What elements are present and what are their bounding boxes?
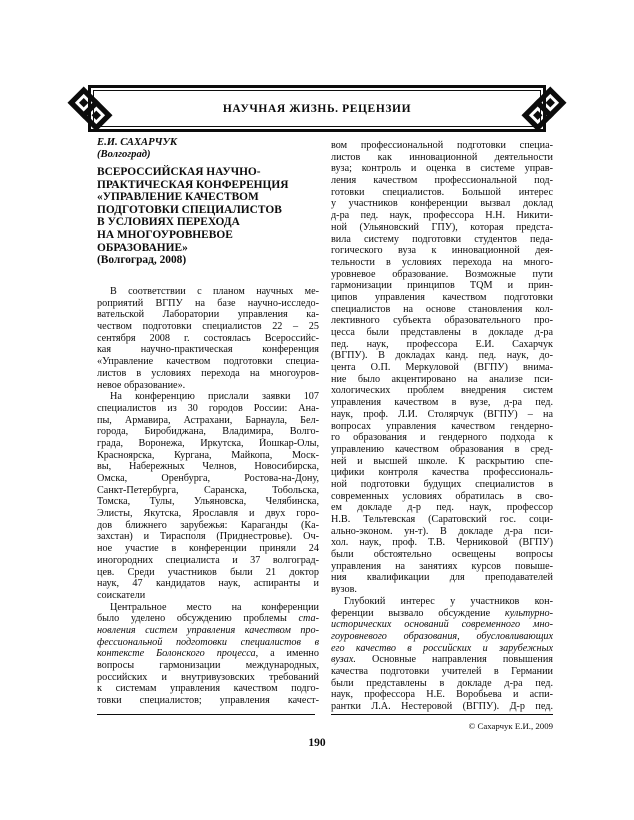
title-line: ВСЕРОССИЙСКАЯ НАУЧНО- (97, 166, 261, 178)
text-line: готовки специалистов. Большой интерес (331, 186, 553, 198)
text-line: к системам управления качеством подго- (97, 683, 319, 695)
page-number: 190 (308, 737, 326, 749)
article-title-lines (97, 166, 329, 254)
text-line: листов в условиях перехода на многоуров- (97, 367, 319, 379)
text-line (331, 608, 553, 620)
text-line: хологических проблем внедрения систем (331, 385, 553, 397)
footer-rule-right (331, 714, 553, 715)
text-line: ем докладе д-р пед. наук, профессор (331, 502, 553, 514)
italic-text-segment: культурно- (504, 607, 553, 619)
text-line: вом профессиональной подготовки специа- (331, 140, 553, 151)
text-line: ней и высшей школе. К раскрытию спе- (331, 455, 553, 467)
text-line: наук, проф. Л.И. Столярчук (ВГПУ) – на (331, 408, 553, 420)
title-line: ПРАКТИЧЕСКАЯ КОНФЕРЕНЦИЯ (97, 178, 289, 191)
text-line: захстан) и Тирасполя (Приднестровье). Оч- (97, 531, 319, 543)
text-line (331, 643, 553, 655)
title-line: НА МНОГОУРОВНЕВОЕ (97, 228, 233, 241)
text-line: хол. наук, проф. Т.В. Черниковой (ВГПУ) (331, 537, 553, 549)
text-line: На конференцию прислали заявки 107 (110, 391, 319, 403)
left-column (97, 286, 319, 707)
text-line (97, 625, 319, 637)
text-line: вила систему подготовки студентов педа- (331, 233, 553, 245)
text-segment: ференции вызвало обсуждение (331, 607, 505, 619)
text-line: ной (Ульяновский ГПУ), которая предста- (331, 221, 553, 233)
text-line: го образования и гендерного подхода к (331, 432, 553, 444)
text-line: вузов. (331, 584, 357, 596)
text-line: пед. наук, профессора Е.И. Сахарчук (331, 338, 553, 350)
text-line: гогического вуза к инновационной дея- (331, 245, 553, 257)
text-line: Глубокий интерес у участников кон- (344, 595, 553, 607)
text-line: цента О.П. Меркуловой (ВГПУ) внима- (331, 362, 553, 374)
text-segment: было уделено обсуждению проблемы (97, 613, 299, 625)
text-line: специалистов на основе становления кол- (331, 303, 553, 315)
text-line: уровневое образование. Возможные пути (331, 268, 553, 280)
text-line: товки специалистов; управления качест- (97, 695, 319, 707)
text-line (331, 631, 553, 643)
text-line: ально-эконом. ун-т). В докладе д-ра пси- (331, 525, 553, 537)
text-line: Санкт-Петербурга, Саранска, Тобольска, (97, 484, 319, 496)
banner-frame (93, 90, 541, 127)
text-line: Омска, Оренбурга, Ростова-на-Дону, (97, 473, 319, 484)
text-line: чеством подготовки специалистов 22 – 25 (97, 321, 319, 333)
text-line: гармонизации принципов TQM и прин- (331, 280, 553, 292)
title-line: ОБРАЗОВАНИЕ» (97, 241, 188, 254)
text-line: Томска, Тулы, Ульяновска, Челябинска, (97, 496, 319, 508)
text-segment: , а именно (255, 648, 319, 660)
text-line (97, 613, 319, 625)
text-line: Н.В. Тельтевская (Саратовский гос. соци- (331, 514, 553, 525)
text-line: сентября 2008 г. состоялась Всероссийс- (97, 332, 319, 344)
text-line: тельности в условиях перехода на много- (331, 256, 553, 268)
author-city: (Волгоград) (97, 149, 151, 161)
text-line: ние было акцентировано на анализе пси- (331, 373, 553, 385)
text-line: ное участие в конференции приняли 24 (97, 543, 319, 555)
header-banner (88, 85, 546, 132)
text-line: города, Биробиджана, Владимира, Волго- (97, 426, 319, 438)
text-line: современных условиях обратилась в сво- (331, 490, 553, 502)
text-line: вопросы гармонизации международных, (97, 660, 319, 671)
text-line: цев. Среди участников были 21 доктор (97, 566, 319, 578)
text-line: Красноярска, Кургана, Майкопа, Моск- (97, 449, 319, 461)
text-line: ципов управления качеством подготовки (331, 291, 553, 303)
copyright-notice: © Сахарчук Е.И., 2009 (468, 721, 553, 731)
text-line: ния квалификации для преподавателей (331, 572, 553, 584)
text-line: рантки Л.А. Нестеровой (ВГПУ). Д-р пед. (331, 701, 553, 712)
text-line: вопросах управления качеством гендерно- (331, 420, 553, 432)
italic-text-segment: гоуровневого образования, обусловливающих (331, 630, 553, 642)
footer-rule-left (97, 714, 315, 715)
text-line (97, 637, 319, 649)
text-line: наук, 47 кандидатов наук, аспиранты и (97, 578, 319, 590)
text-line: были представлены в докладе д-ра пед. (331, 677, 553, 689)
text-line: д-ра пед. наук, профессора Н.Н. Никити- (331, 210, 553, 222)
article-title-sub: (Волгоград, 2008) (97, 254, 187, 267)
text-line: роприятий ВГПУ на базе научно-исследо- (97, 297, 319, 309)
italic-text-segment: новления систем управления качеством про- (97, 624, 319, 636)
text-line: дов ближнего зарубежья: Караганды (Ка- (97, 519, 319, 531)
article-title (97, 166, 329, 267)
title-line: «УПРАВЛЕНИЕ КАЧЕСТВОМ (97, 191, 259, 204)
text-line: цесса были представлены в докладе д-ра (331, 327, 553, 338)
text-line: «Управление качеством подготовки специа- (97, 356, 319, 368)
text-line: лективного субъекта образовательного про- (331, 315, 553, 327)
text-line: вы, Набережных Челнов, Новосибирска, (97, 461, 319, 473)
text-line: В соответствии с планом научных ме- (110, 286, 319, 297)
text-line: управления на занятиях курсов повыше- (331, 560, 553, 572)
text-line: вуза; контроль и оценка в системе управ- (331, 163, 553, 175)
italic-text-segment: вузах. (331, 654, 356, 666)
text-line: невое образование». (97, 379, 186, 391)
title-line: ПОДГОТОВКИ СПЕЦИАЛИСТОВ (97, 203, 282, 216)
text-line: Элисты, Якутска, Ярославля и двух горо- (97, 508, 319, 520)
italic-text-segment: фессиональной подготовки специалистов в (97, 636, 319, 648)
section-title: НАУЧНАЯ ЖИЗНЬ. РЕЦЕНЗИИ (222, 102, 412, 115)
author-name: Е.И. САХАРЧУК (97, 137, 178, 148)
text-line: российских и внутривузовских требований (97, 671, 319, 683)
text-line: наук, профессора Н.Е. Воробьева и аспи- (331, 689, 553, 701)
text-line: Центральное место на конференции (110, 601, 319, 613)
text-line: управлению качеством образования в сред- (331, 443, 553, 455)
knot-ornament-icon (521, 86, 567, 132)
text-line: соискатели (97, 589, 146, 601)
text-line: были обстоятельно освещены вопросы (331, 549, 553, 561)
text-line: пы, Армавира, Астрахани, Барнаула, Бел- (97, 414, 319, 426)
italic-text-segment: ста- (298, 613, 319, 625)
text-line: качества подготовки учителей в Германии (331, 665, 553, 677)
italic-text-segment: его качество в российских и зарубежных (331, 642, 553, 654)
knot-ornament-icon (67, 86, 113, 132)
text-line (331, 619, 553, 631)
italic-text-segment: исторических оснований современного мно- (331, 619, 553, 631)
text-line: вательской Лаборатории управления ка- (97, 309, 319, 321)
text-line: ной подготовки будущих специалистов в (331, 478, 553, 490)
text-line: листов как инновационной деятельности (331, 151, 553, 163)
right-column (331, 140, 553, 713)
text-line (97, 648, 319, 660)
text-line: у участников конференции вызвал доклад (331, 198, 553, 210)
text-line: ления качеством профессиональной под- (331, 175, 553, 187)
text-segment: Основные направления повышения (355, 654, 553, 666)
text-line: иногородних специалиста и 37 волгоград- (97, 554, 319, 566)
text-line (331, 654, 553, 666)
title-line: В УСЛОВИЯХ ПЕРЕХОДА (97, 216, 240, 229)
text-line: града, Воронежа, Иркутска, Йошкар-Олы, (97, 437, 319, 449)
text-line: цифики контроля качества профессиональ- (331, 467, 553, 479)
text-line: управления качеством в вузе, д-ра пед. (331, 397, 553, 409)
text-line: (ВГПУ). В докладах канд. пед. наук, до- (331, 350, 553, 362)
italic-text-segment: контексте Болонского процесса (97, 648, 256, 660)
text-line: специалистов из 30 городов России: Ана- (97, 402, 319, 414)
article-author-block (97, 137, 327, 161)
text-line: кая научно-практическая конференция (97, 344, 319, 356)
